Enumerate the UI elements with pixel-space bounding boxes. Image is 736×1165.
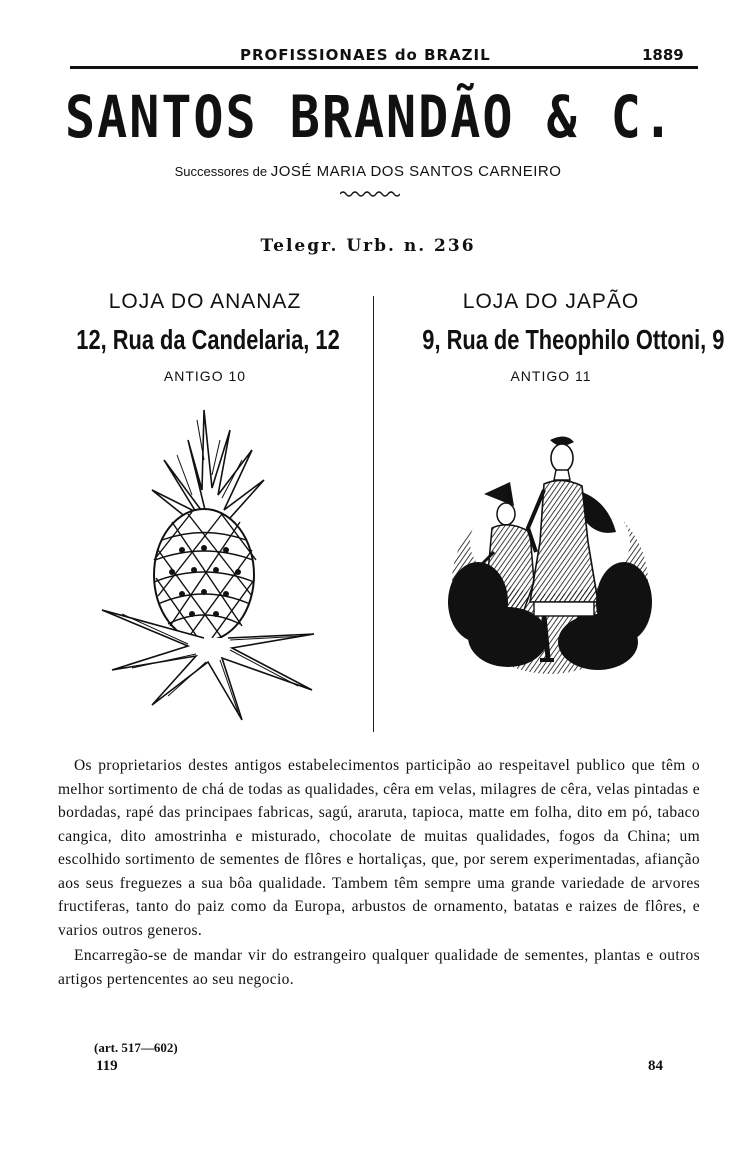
shop-right-old-number: ANTIGO 11	[510, 368, 592, 384]
successors-prefix: Successores de	[174, 164, 268, 179]
wavy-rule-ornament	[340, 190, 400, 198]
shop-left-name: LOJA DO ANANAZ	[108, 290, 302, 313]
successors-name: JOSÉ MARIA DOS SANTOS CARNEIRO	[270, 163, 562, 180]
body-text	[58, 754, 700, 991]
shop-left-old-number: ANTIGO 10	[163, 368, 247, 384]
shop-right	[386, 290, 725, 384]
shop-right-address: 9, Rua de Theophilo Ottoni, 9	[422, 324, 725, 355]
body-paragraph-1: Os proprietarios destes antigos estabelecimentos participão ao respeitavel publico que têm o melhor sortimento de chá de todas as qualidades, cêra em velas, milagres de cêra, velas pintadas e bordadas, rapé das principaes fabricas, sagú, araruta, tapioca, matte em folha, dito em pó, tabaco cangica, dito amostrinha e misturado, chocolate de muitas qualidades, fogos da China; um escolhido sortimento de sementes de flôres e hortaliças, que, por serem experimentadas, afianção aos seus freguezes a sua bôa qualidade. Tambem têm sempre uma grande variedade de arvores fructiferas, tanto do paiz como da Europa, arbustos de ornamento, batatas e raizes de flôres, e varios outros generos.	[58, 757, 700, 939]
running-year: 1889	[642, 46, 684, 64]
body-paragraph-2: Encarregão-se de mandar vir do estrangeiro qualquer qualidade de sementes, plantas e outros artigos pertencentes ao seu negocio.	[58, 947, 700, 988]
shop-left-address: 12, Rua da Candelaria, 12	[76, 324, 340, 355]
running-title: PROFISSIONAES do BRAZIL	[240, 46, 491, 64]
column-divider	[373, 296, 374, 732]
article-reference: (art. 517—602)	[94, 1040, 178, 1055]
shop-left	[40, 290, 370, 384]
folio-number-right: 84	[648, 1058, 663, 1074]
shop-right-name: LOJA DO JAPÃO	[462, 290, 640, 313]
successors-line	[0, 163, 736, 180]
pineapple-engraving-icon	[92, 400, 322, 730]
running-header	[0, 44, 736, 68]
firm-name: SANTOS BRANDÃO & C.	[65, 84, 675, 151]
folio-number-left: 119	[96, 1058, 118, 1074]
header-rule	[70, 66, 698, 69]
telegraph-line: Telegr. Urb. n. 236	[260, 236, 476, 256]
japanese-figures-engraving-icon	[448, 432, 652, 682]
